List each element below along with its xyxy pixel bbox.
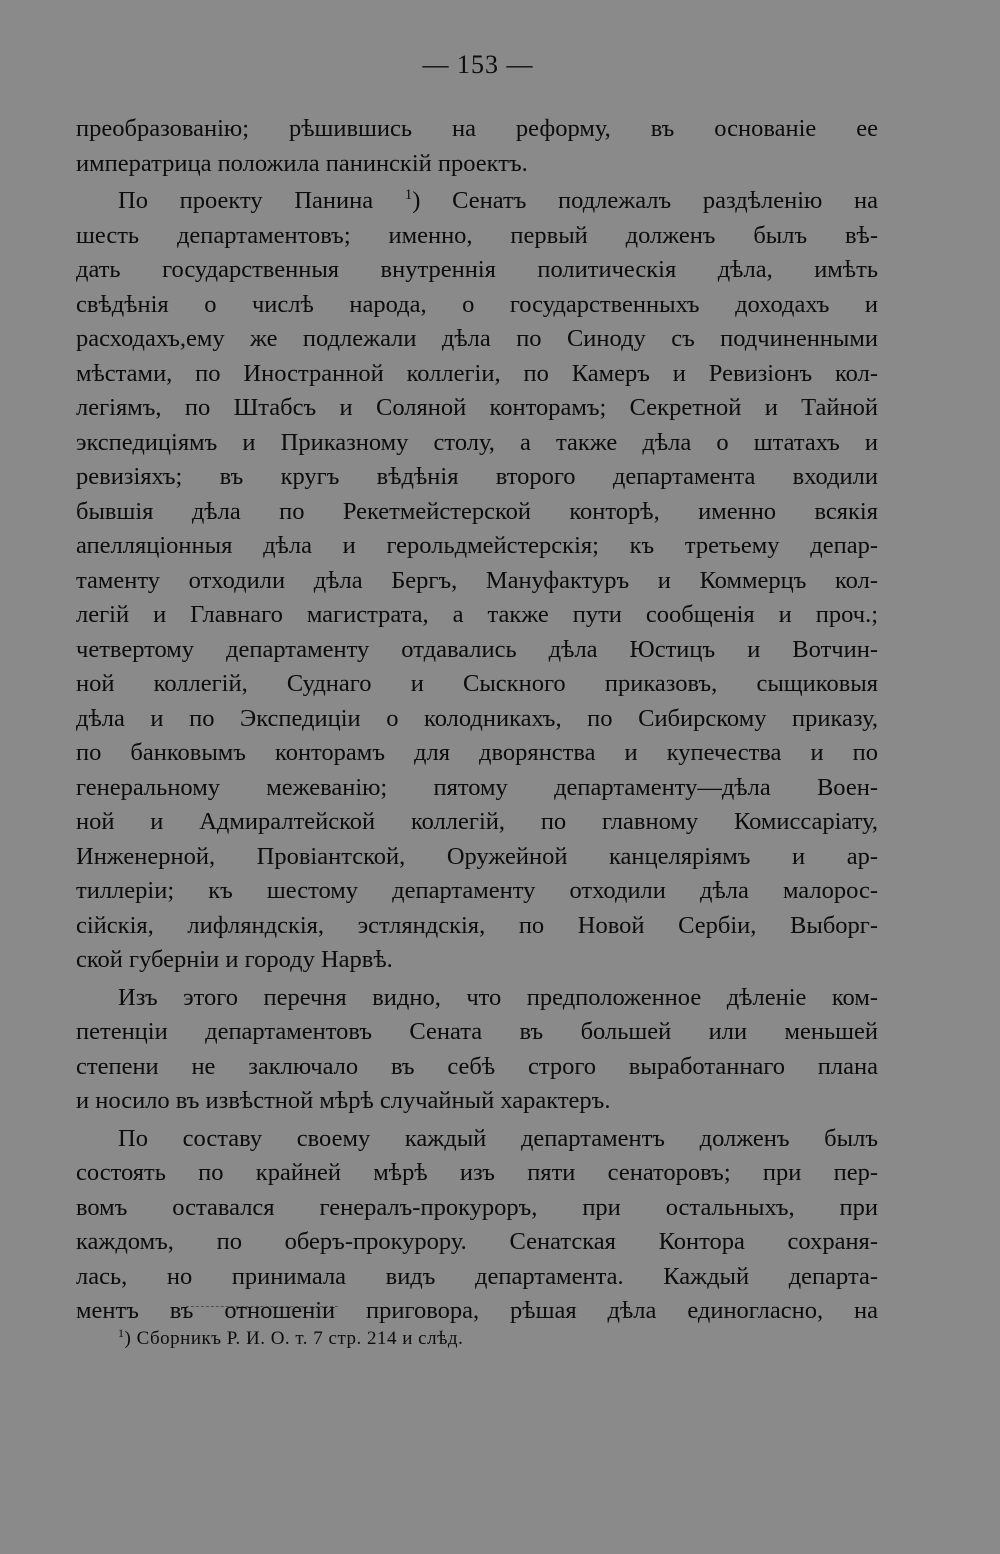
footnote-reference: 1 — [404, 187, 413, 203]
text-line: Изъ этого перечня видно, что предположенное дѣленіе ком- — [118, 983, 878, 1011]
text-line: каждомъ, по оберъ-прокурору. Сенатская Контора сохраня- — [76, 1228, 878, 1255]
paragraph — [76, 1122, 878, 1329]
footnote-text: ) Сборникъ Р. И. О. т. 7 стр. 214 и слѣд. — [124, 1328, 464, 1349]
text-segment: ) Сенатъ подлежалъ раздѣленію на — [412, 187, 878, 214]
text-line: дѣла и по Экспедиціи о колодникахъ, по Сибирскому приказу, — [76, 704, 878, 732]
text-line: экспедиціямъ и Приказному столу, а также дѣла о штатахъ и — [76, 428, 878, 456]
page-number: — 153 — — [422, 50, 534, 79]
paragraph — [76, 184, 878, 978]
text-line: степени не заключало въ себѣ строго выработаннаго плана — [76, 1052, 878, 1080]
text-line: генеральному межеванію; пятому департаменту—дѣла Воен- — [76, 773, 878, 801]
footnote — [118, 1326, 463, 1350]
text-line: дать государственныя внутреннія политическія дѣла, имѣть — [76, 256, 878, 283]
text-line: ской губерніи и городу Нарвѣ. — [76, 946, 393, 973]
text-line — [76, 184, 878, 219]
text-line: мѣстами, по Иностранной коллегіи, по Камеръ и Ревизіонъ кол- — [76, 359, 878, 387]
text-line: таменту отходили дѣла Бергъ, Мануфактуръ и Коммерцъ кол- — [76, 566, 878, 594]
text-line: императрица положила панинскій проектъ. — [76, 149, 528, 177]
text-line: По составу своему каждый департаментъ долженъ былъ — [118, 1124, 878, 1152]
footnote-mark: 1 — [118, 1326, 125, 1340]
text-line: и носило въ извѣстной мѣрѣ случайный характеръ. — [76, 1087, 611, 1114]
text-line: ной коллегій, Суднаго и Сыскного приказовъ, сыщиковыя — [76, 670, 878, 697]
text-line: лась, но принимала видъ департамента. Каждый департа- — [76, 1262, 878, 1290]
text-segment: По проекту Панина — [118, 187, 374, 214]
body-text — [76, 112, 878, 1329]
text-line: свѣдѣнія о числѣ народа, о государственныхъ доходахъ и — [76, 290, 878, 318]
footnote-separator — [186, 1306, 338, 1307]
paragraph — [76, 112, 878, 181]
text-line: сійскія, лифляндскія, эстляндскія, по Новой Сербіи, Выборг- — [76, 911, 878, 939]
text-line: состоять по крайней мѣрѣ изъ пяти сенаторовъ; при пер- — [76, 1159, 878, 1186]
text-line: петенціи департаментовъ Сената въ большей или меньшей — [76, 1018, 878, 1045]
text-line: четвертому департаменту отдавались дѣла Юстицъ и Вотчин- — [76, 635, 878, 663]
text-line: шесть департаментовъ; именно, первый долженъ былъ вѣ- — [76, 221, 878, 249]
text-line: легій и Главнаго магистрата, а также пути сообщенія и проч.; — [76, 601, 878, 628]
text-line: расходахъ,ему же подлежали дѣла по Синоду съ подчиненными — [76, 325, 878, 352]
text-line: бывшія дѣла по Рекетмейстерской конторѣ, именно всякія — [76, 497, 878, 525]
text-line: апелляціонныя дѣла и герольдмейстерскія; къ третьему депар- — [76, 532, 878, 559]
text-line: ной и Адмиралтейской коллегій, по главному Комиссаріату, — [76, 808, 878, 835]
text-line: ментъ въ отношеніи приговора, рѣшая дѣла единогласно, на — [76, 1297, 878, 1324]
text-line: вомъ оставался генералъ-прокуроръ, при остальныхъ, при — [76, 1193, 878, 1221]
text-line: по банковымъ конторамъ для дворянства и купечества и по — [76, 739, 878, 766]
text-line: легіямъ, по Штабсъ и Соляной конторамъ; Секретной и Тайной — [76, 394, 878, 421]
text-line: ревизіяхъ; въ кругъ вѣдѣнія второго департамента входили — [76, 463, 878, 490]
text-line: тиллеріи; къ шестому департаменту отходили дѣла малорос- — [76, 877, 878, 904]
text-line: преобразованію; рѣшившись на реформу, въ основаніе ее — [76, 115, 878, 142]
paragraph — [76, 981, 878, 1119]
text-line: Инженерной, Провіантской, Оружейной канцеляріямъ и ар- — [76, 842, 878, 870]
